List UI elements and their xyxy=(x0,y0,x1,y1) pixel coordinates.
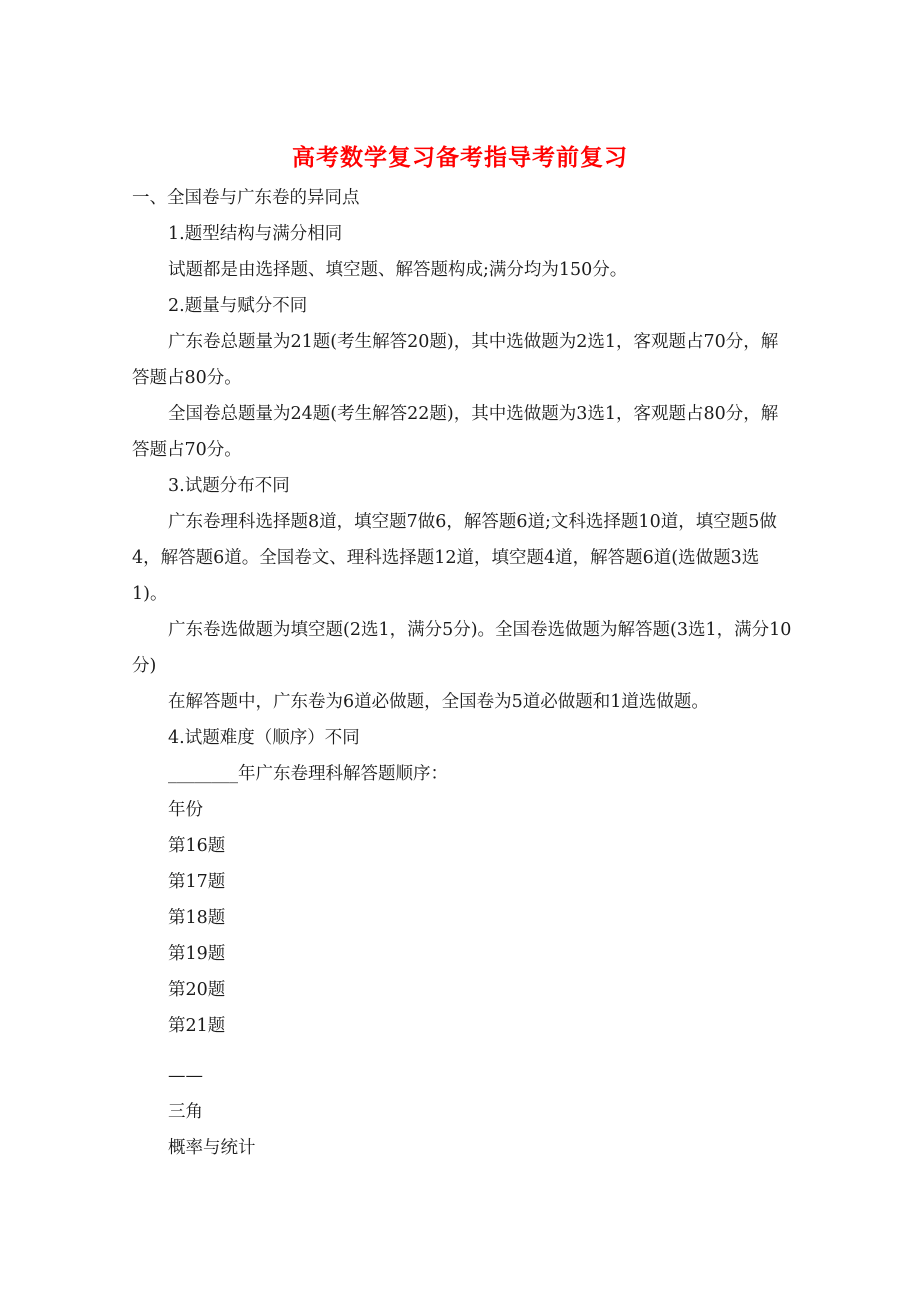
document-body xyxy=(132,180,792,1166)
table-cell: 第20题 xyxy=(168,980,226,1000)
subsection-heading: 2.题量与赋分不同 xyxy=(168,296,308,316)
spacer xyxy=(132,1044,792,1058)
paragraph: 广东卷理科选择题8道，填空题7做6，解答题6道;文科选择题10道，填空题5做4，解答题6道。全国卷文、理科选择题12道，填空题4道，解答题6道(选做题3选1)。 xyxy=(132,512,777,604)
section-heading: 一、全国卷与广东卷的异同点 xyxy=(132,188,360,208)
table-cell: 第19题 xyxy=(168,944,226,964)
subsection-heading: 4.试题难度（顺序）不同 xyxy=(168,728,360,748)
paragraph: 广东卷总题量为21题(考生解答20题)，其中选做题为2选1，客观题占70分，解答题占80分。 xyxy=(132,332,779,388)
table-cell: 第16题 xyxy=(168,836,226,856)
table-cell: 第18题 xyxy=(168,908,226,928)
table-cell: 年份 xyxy=(168,800,203,820)
subsection-heading: 1.题型结构与满分相同 xyxy=(168,224,343,244)
page-title: 高考数学复习备考指导考前复习 xyxy=(292,144,628,171)
subsection-heading: 3.试题分布不同 xyxy=(168,476,290,496)
table-caption: ________年广东卷理科解答题顺序： xyxy=(168,764,448,784)
table-cell: 第21题 xyxy=(168,1016,226,1036)
table-cell: —— xyxy=(168,1066,203,1086)
paragraph: 广东卷选做题为填空题(2选1，满分5分)。全国卷选做题为解答题(3选1，满分10分) xyxy=(132,620,792,676)
paragraph: 全国卷总题量为24题(考生解答22题)，其中选做题为3选1，客观题占80分，解答题占70分。 xyxy=(132,404,779,460)
paragraph: 在解答题中，广东卷为6道必做题，全国卷为5道必做题和1道选做题。 xyxy=(168,692,709,712)
paragraph: 试题都是由选择题、填空题、解答题构成;满分均为150分。 xyxy=(168,260,628,280)
table-cell: 概率与统计 xyxy=(168,1138,256,1158)
table-cell: 第17题 xyxy=(168,872,226,892)
table-cell: 三角 xyxy=(168,1102,203,1122)
